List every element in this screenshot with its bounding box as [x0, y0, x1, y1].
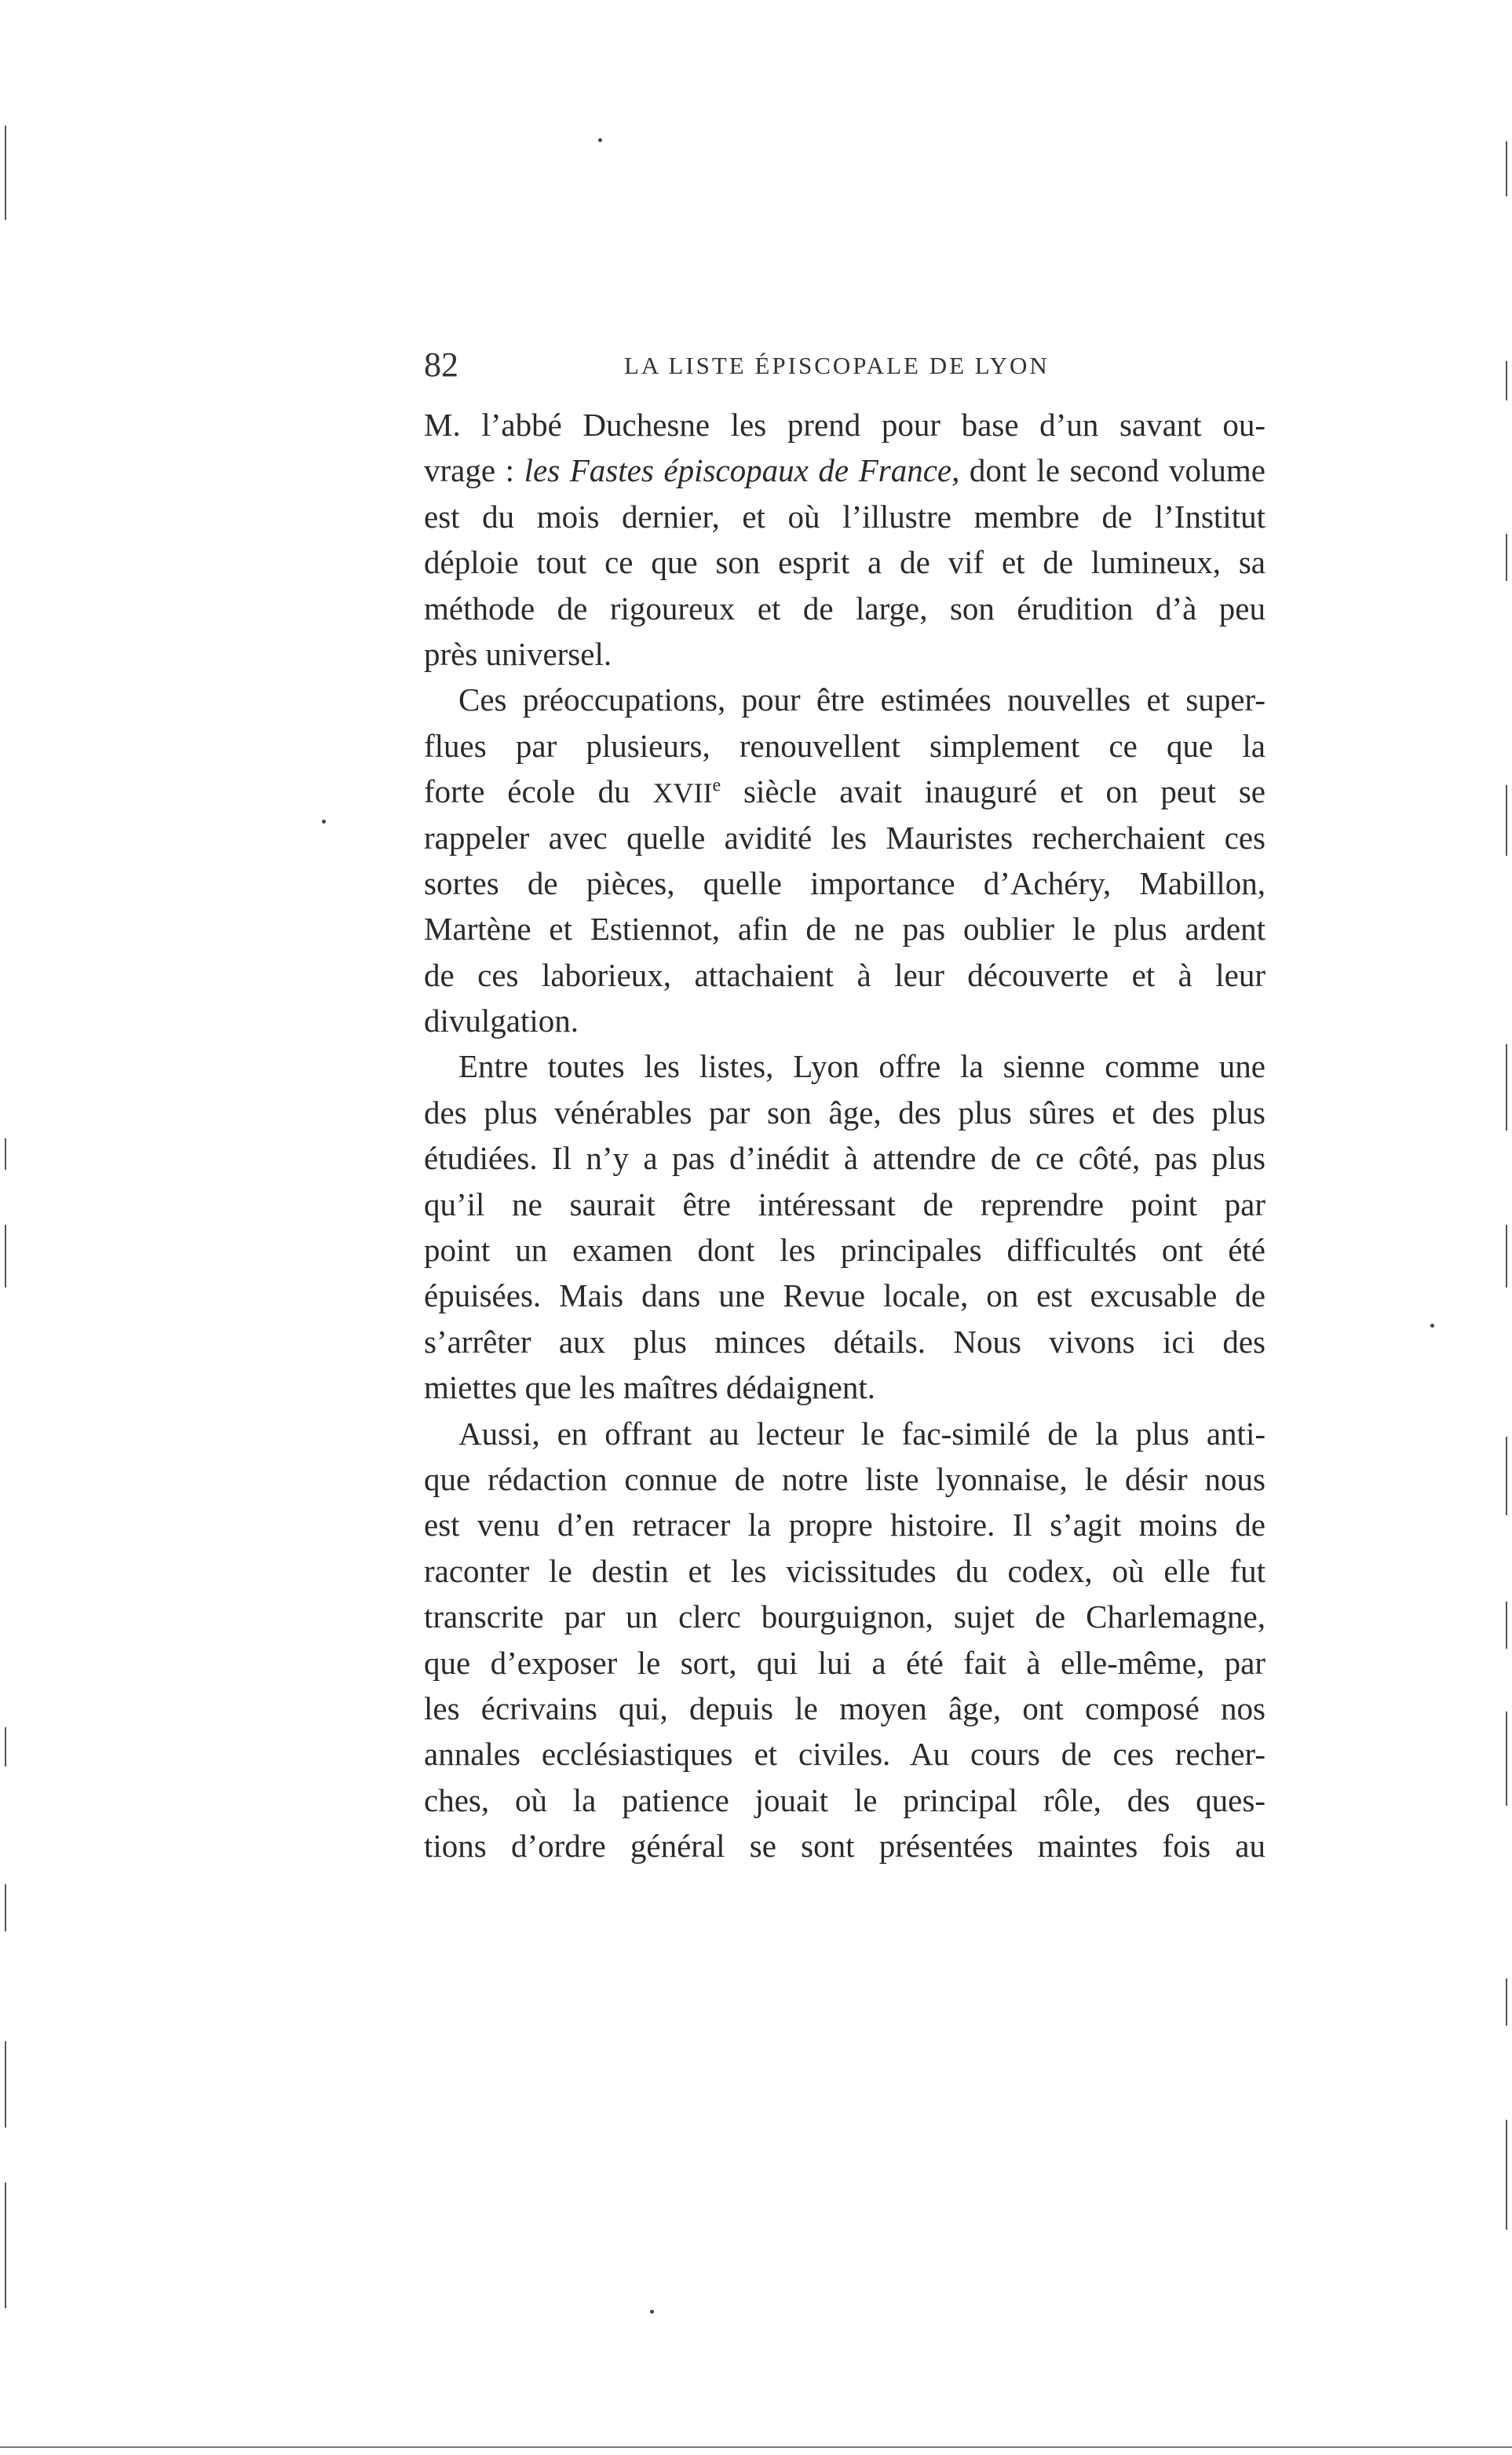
text-line: miettes que les maîtres dédaignent.: [424, 1369, 875, 1406]
scan-edge-mark: [1506, 534, 1507, 581]
text-line: Aussi, en offrant au lecteur le fac-similé de la plus anti-: [458, 1415, 1265, 1452]
text-line: point un examen dont les principales difficultés ont été: [424, 1232, 1265, 1269]
scan-bottom-edge: [0, 2446, 1512, 2448]
scan-edge-mark: [5, 2041, 6, 2128]
running-title: LA LISTE ÉPISCOPALE DE LYON: [624, 352, 1050, 379]
body-text: [424, 402, 1265, 1869]
text-line: transcrite par un clerc bourguignon, sujet de Charlemagne,: [424, 1598, 1265, 1635]
text-line: sortes de pièces, quelle importance d’Achéry, Mabillon,: [424, 864, 1265, 901]
text-line: annales ecclésiastiques et civiles. Au cours de ces recher-: [424, 1736, 1265, 1773]
text-line: [424, 448, 1265, 493]
text-line: méthode de rigoureux et de large, son érudition d’à peu: [424, 590, 1265, 627]
text-line: que rédaction connue de notre liste lyonnaise, le désir nous: [424, 1460, 1265, 1497]
text-line: de ces laborieux, attachaient à leur découverte et à leur: [424, 956, 1265, 993]
book-title: les Fastes épiscopaux de France,: [524, 452, 960, 489]
scan-edge-mark: [5, 1138, 6, 1170]
text-line: Ces préoccupations, pour être estimées nouvelles et super-: [458, 681, 1265, 718]
text-line: les écrivains qui, depuis le moyen âge, ont composé nos: [424, 1690, 1265, 1726]
scan-speck: [598, 138, 602, 142]
scan-edge-mark: [5, 1727, 6, 1766]
scan-edge-mark: [1506, 1978, 1507, 2026]
text-line: flues par plusieurs, renouvellent simplement ce que la: [424, 727, 1265, 764]
text-run: siècle avait inauguré et on peut se: [721, 773, 1266, 810]
text-line: raconter le destin et les vicissitudes du codex, où elle fut: [424, 1552, 1265, 1589]
scan-edge-mark: [1506, 1602, 1507, 1649]
text-run: forte école du: [424, 773, 653, 810]
scan-edge-mark: [1506, 1437, 1507, 1515]
text-line: Entre toutes les listes, Lyon offre la sienne comme une: [458, 1048, 1265, 1085]
text-line: tions d’ordre général se sont présentées maintes fois au: [424, 1828, 1265, 1865]
text-line: épuisées. Mais dans une Revue locale, on est excusable de: [424, 1277, 1265, 1314]
scan-edge-mark: [1506, 2120, 1507, 2230]
text-line: est venu d’en retracer la propre histoire. Il s’agit moins de: [424, 1507, 1265, 1544]
text-line: près universel.: [424, 635, 612, 672]
century-superscript: e: [712, 775, 721, 796]
text-run: dont le second volume: [959, 452, 1265, 489]
text-line: Martène et Estiennot, afin de ne pas oublier le plus ardent: [424, 911, 1265, 948]
text-line: est du mois dernier, et où l’illustre membre de l’Institut: [424, 498, 1265, 535]
scan-edge-mark: [1506, 361, 1507, 400]
text-line: rappeler avec quelle avidité les Mauristes recherchaient ces: [424, 819, 1265, 856]
scan-edge-mark: [5, 1225, 6, 1288]
text-line: [424, 769, 1265, 814]
scan-edge-mark: [5, 1884, 6, 1931]
running-head: [424, 345, 1265, 385]
text-run: vrage :: [424, 452, 524, 489]
text-line: des plus vénérables par son âge, des plus sûres et des plus: [424, 1094, 1265, 1131]
scan-edge-mark: [1506, 1044, 1507, 1131]
text-line: étudiées. Il n’y a pas d’inédit à attendre de ce côté, pas plus: [424, 1140, 1265, 1177]
scan-edge-mark: [1506, 141, 1507, 196]
scan-speck: [650, 2310, 654, 2314]
text-line: s’arrêter aux plus minces détails. Nous vivons ici des: [424, 1323, 1265, 1360]
scan-edge-mark: [1506, 1712, 1507, 1806]
text-line: qu’il ne saurait être intéressant de reprendre point par: [424, 1185, 1265, 1222]
text-line: que d’exposer le sort, qui lui a été fait à elle-même, par: [424, 1644, 1265, 1681]
scan-speck: [322, 820, 326, 824]
page-number: 82: [424, 345, 458, 384]
text-line: déploie tout ce que son esprit a de vif et de lumineux, sa: [424, 544, 1265, 581]
scan-speck: [1430, 1324, 1434, 1328]
scan-edge-mark: [1506, 1225, 1507, 1288]
century-numeral: XVII: [652, 777, 713, 809]
text-line: M. l’abbé Duchesne les prend pour base d’un savant ou-: [424, 407, 1265, 443]
text-line: ches, où la patience jouait le principal rôle, des ques-: [424, 1781, 1265, 1818]
scan-edge-mark: [5, 2183, 6, 2308]
scan-edge-mark: [1506, 785, 1507, 856]
scan-edge-mark: [5, 126, 6, 220]
text-line: divulgation.: [424, 1003, 579, 1039]
